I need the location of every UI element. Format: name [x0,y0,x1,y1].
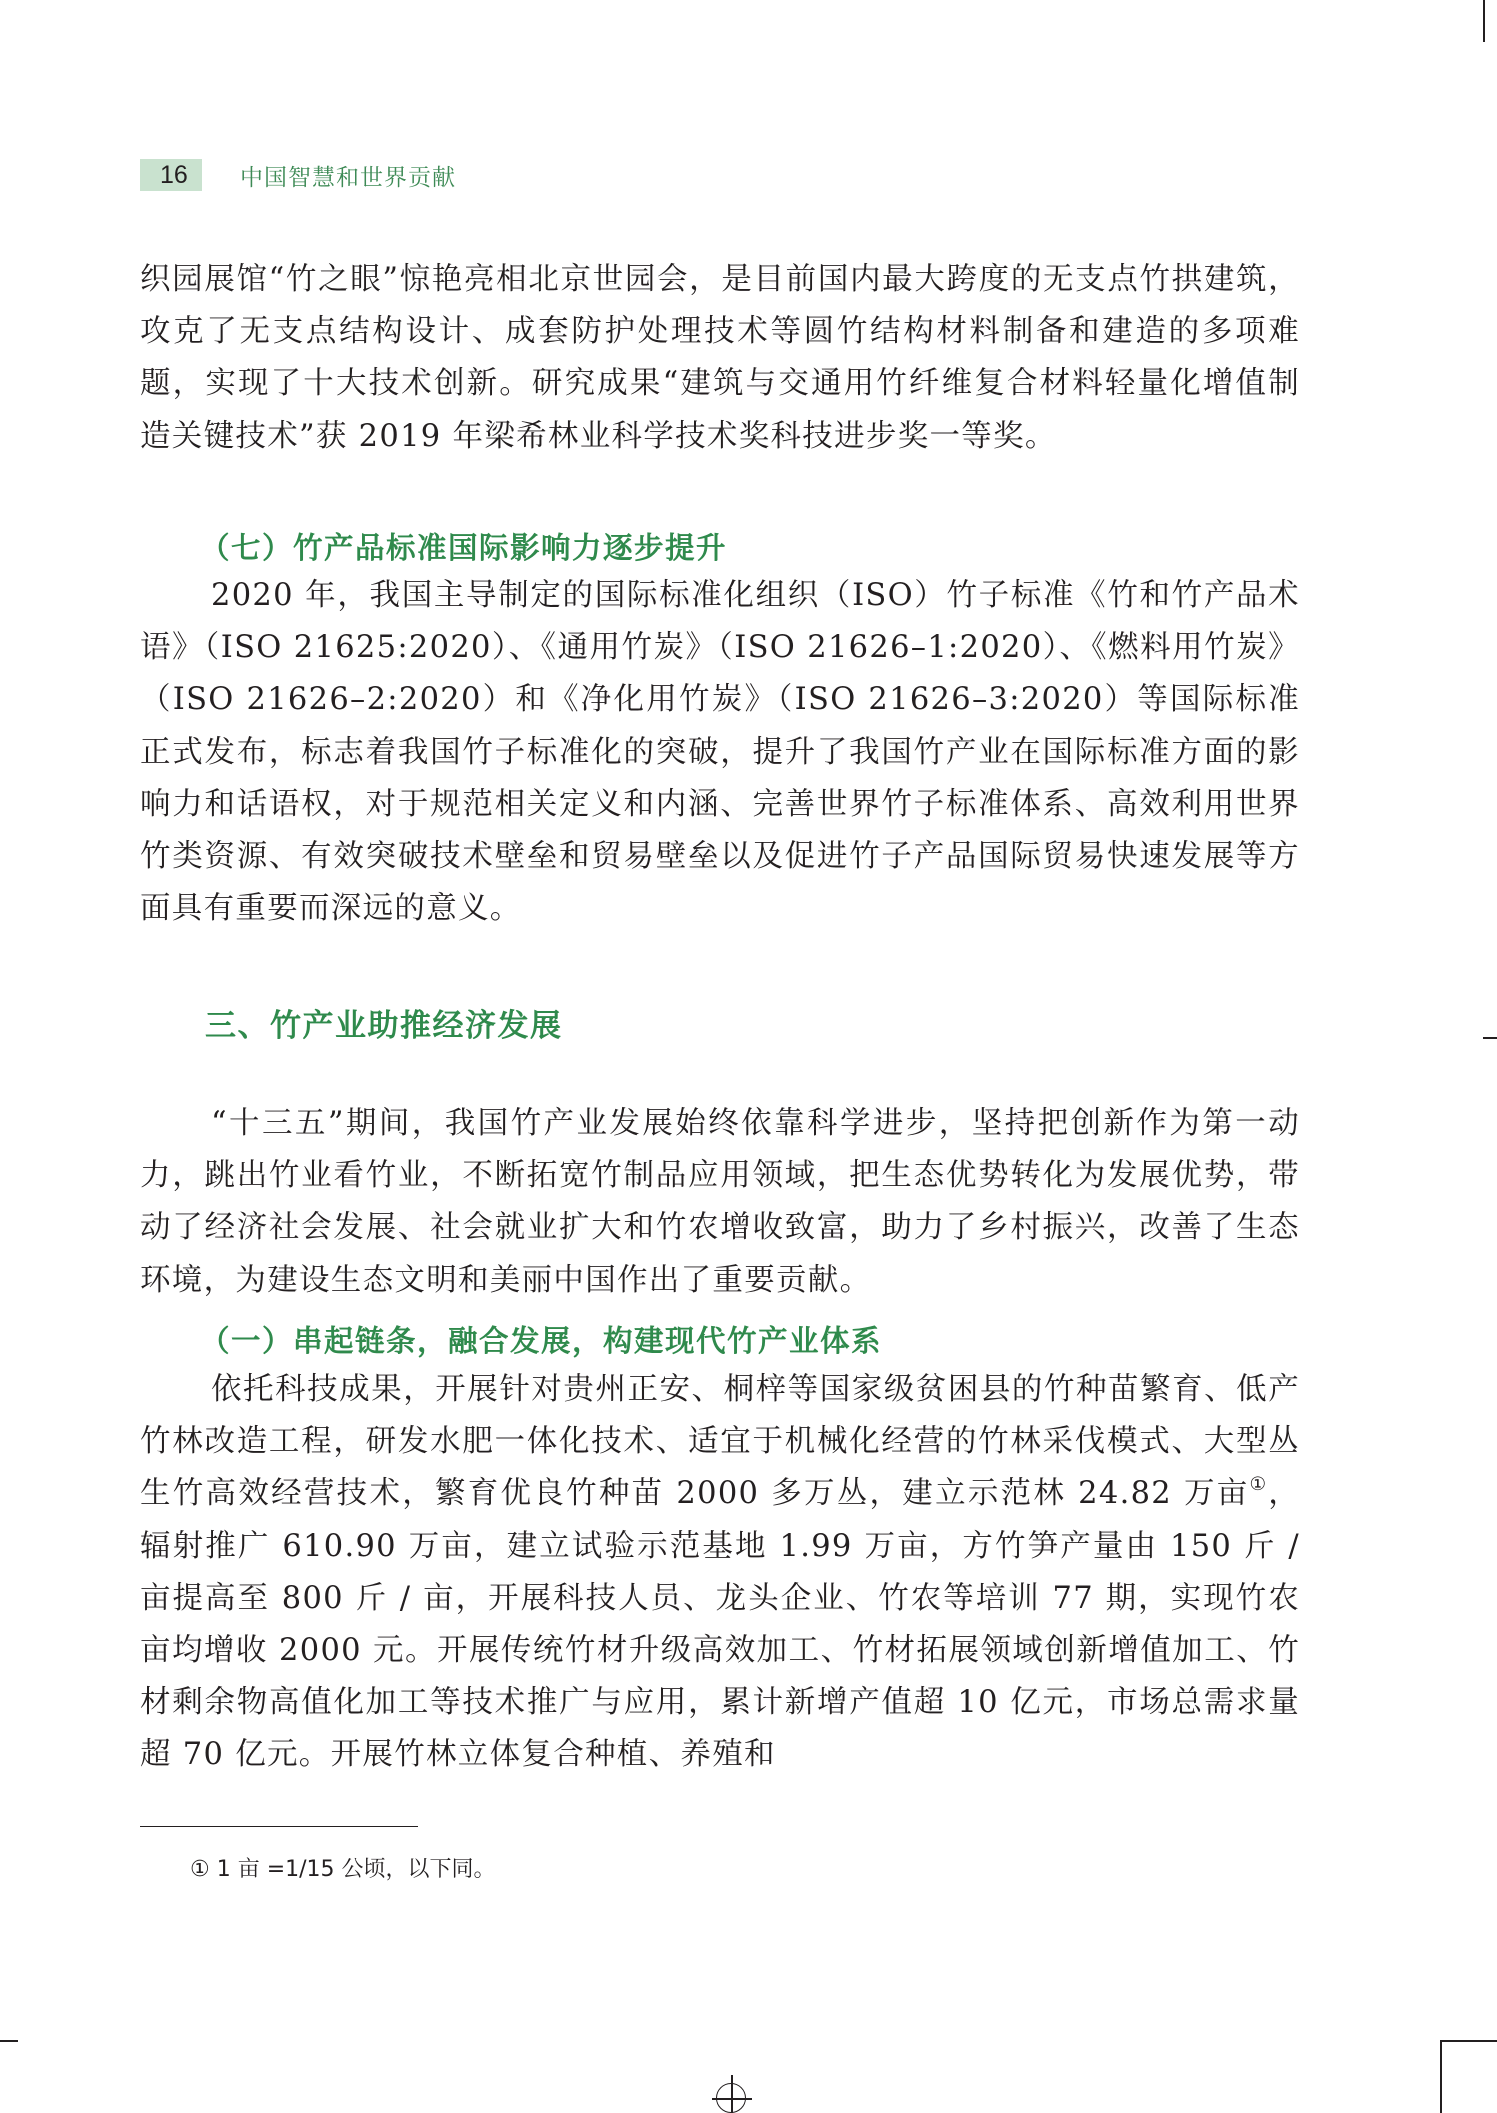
page-number: 16 [140,159,202,191]
crop-mark-top-right [1483,0,1485,42]
paragraph-text-part-1: 依托科技成果，开展针对贵州正安、桐梓等国家级贫困县的竹种苗繁育、低产竹林改造工程，研发水肥一体化技术、适宜于机械化经营的竹林采伐模式、大型丛生竹高效经营技术，繁育优良竹种苗 2000 多万丛，建立示范林 24.82 万亩 [140,1372,1300,1512]
book-title: 中国智慧和世界贡献 [240,164,456,191]
footnote-reference[interactable]: ① [1249,1474,1269,1496]
running-header [140,158,456,192]
paragraph-iso-standards: 2020 年，我国主导制定的国际标准化组织（ISO）竹子标准《竹和竹产品术语》（ISO 21625:2020）、《通用竹炭》（ISO 21626–1:2020）、《燃料用竹炭》（ISO 21626–2:2020）和《净化用竹炭》（ISO 21626–3:2020）等国际标准正式发布，标志着我国竹子标准化的突破，提升了我国竹产业在国际标准方面的影响力和话语权，对于规范相关定义和内涵、完善世界竹子标准体系、高效利用世界竹类资源、有效突破技术壁垒和贸易壁垒以及促进竹子产品国际贸易快速发展等方面具有重要而深远的意义。 [140,578,1300,927]
crop-mark-bottom-right-v [1440,2040,1442,2113]
footnote: ① 1 亩 =1/15 公顷，以下同。 [190,1857,496,1882]
crop-mark-bottom-right-h [1440,2040,1497,2042]
footnote-divider [140,1826,418,1827]
subsection-heading-1: （一）串起链条，融合发展，构建现代竹产业体系 [200,1324,883,1358]
subsection-heading-7: （七）竹产品标准国际影响力逐步提升 [200,531,728,565]
paragraph-bamboo-eye: 织园展馆“竹之眼”惊艳亮相北京世园会，是目前国内最大跨度的无支点竹拱建筑，攻克了无支点结构设计、成套防护处理技术等圆竹结构材料制备和建造的多项难题，实现了十大技术创新。研究成果“建筑与交通用竹纤维复合材料轻量化增值制造关键技术”获 2019 年梁希林业科学技术奖科技进步奖一等奖。 [140,262,1300,454]
registration-mark-circle [716,2083,746,2113]
paragraph-industry-chain [140,1364,1300,1782]
crop-mark-bottom-left [0,2040,18,2042]
paragraph-text-part-2: ，辐射推广 610.90 万亩，建立试验示范基地 1.99 万亩，方竹笋产量由 150 斤 / 亩提高至 800 斤 / 亩，开展科技人员、龙头企业、竹农等培训 77 期，实现竹农亩均增收 2000 元。开展传统竹材升级高效加工、竹材拓展领域创新增值加工、竹材剩余物高值化加工等技术推广与应用，累计新增产值超 10 亿元，市场总需求量超 70 亿元。开展竹林立体复合种植、养殖和 [140,1476,1300,1773]
section-heading-3: 三、竹产业助推经济发展 [205,1008,563,1044]
crop-mark-right-middle [1483,1037,1497,1039]
paragraph-13th-five-year: “十三五”期间，我国竹产业发展始终依靠科学进步，坚持把创新作为第一动力，跳出竹业看竹业，不断拓宽竹制品应用领域，把生态优势转化为发展优势，带动了经济社会发展、社会就业扩大和竹农增收致富，助力了乡村振兴，改善了生态环境，为建设生态文明和美丽中国作出了重要贡献。 [140,1106,1300,1298]
